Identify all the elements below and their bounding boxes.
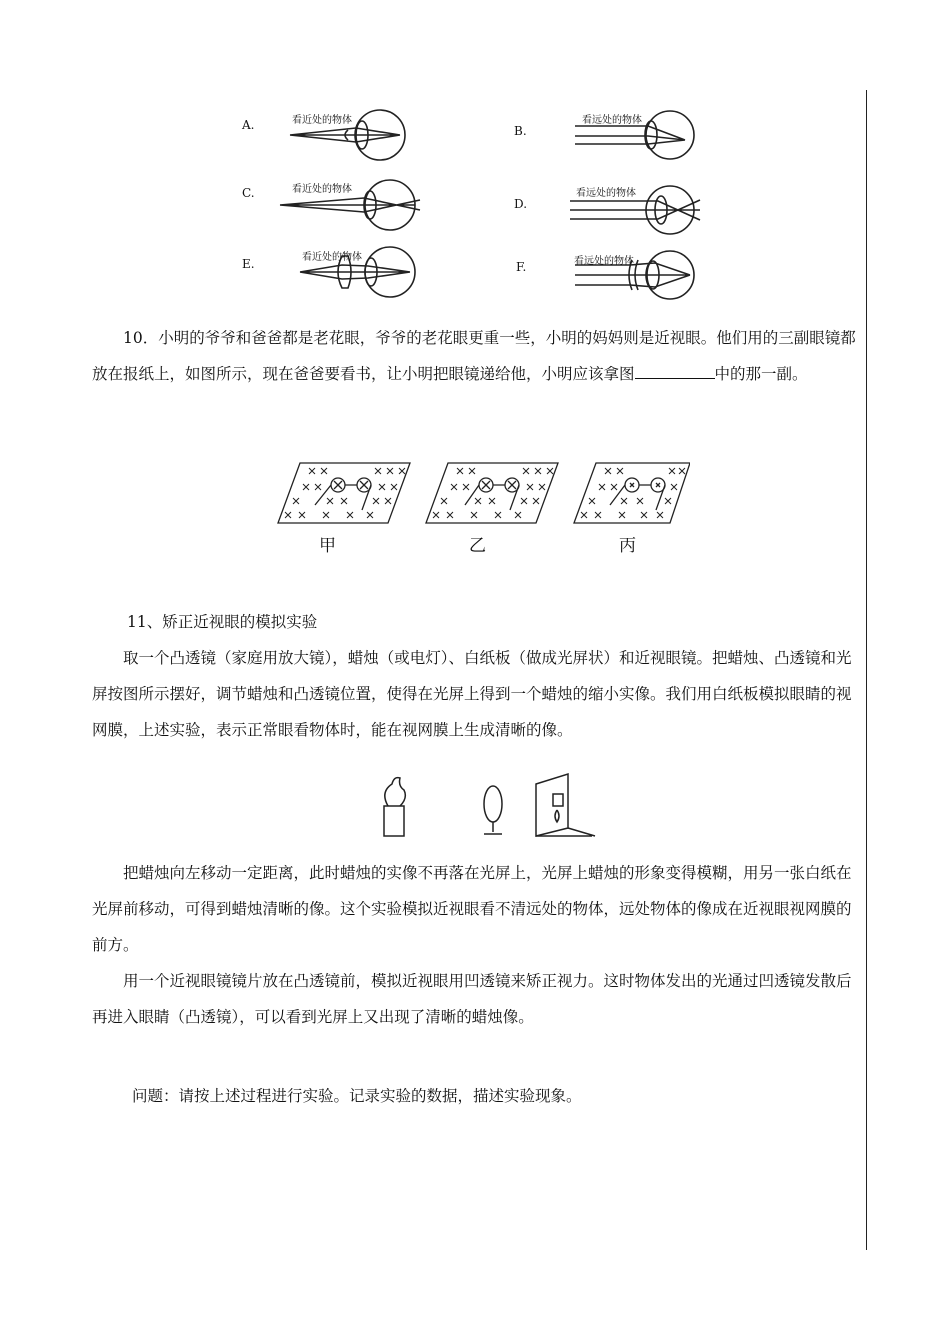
question-10: [92, 320, 862, 392]
question-11-title: 11、矫正近视眼的模拟实验: [127, 613, 318, 631]
option-letter: C.: [242, 186, 255, 200]
figure-label-yi: 乙: [469, 536, 486, 556]
candle-lens-screen-figure: [370, 770, 600, 840]
glasses-panel-yi: [426, 463, 558, 523]
glasses-panel-jia: [278, 463, 410, 523]
option-letter: A.: [242, 118, 255, 132]
option-caption: 看近处的物体: [302, 252, 362, 263]
eye-diagram-figure: [230, 100, 730, 315]
question-11: [92, 604, 862, 748]
question-11-paragraph-3: 用一个近视眼镜镜片放在凸透镜前，模拟近视眼用凹透镜来矫正视力。这时物体发出的光通过凹透镜发散后再进入眼睛（凸透镜），可以看到光屏上又出现了清晰的蜡烛像。: [92, 972, 852, 1026]
candle: [384, 778, 405, 836]
option-caption: 看远处的物体: [582, 115, 642, 126]
option-letter: D.: [514, 197, 528, 211]
question-11-prompt: [92, 1078, 862, 1114]
question-11-question: 问题：请按上述过程进行实验。记录实验的数据，描述实验现象。: [132, 1087, 582, 1105]
question-11-paragraph-2: 把蜡烛向左移动一定距离，此时蜡烛的实像不再落在光屏上，光屏上蜡烛的形象变得模糊，用另一张白纸在光屏前移动，可得到蜡烛清晰的像。这个实验模拟近视眼看不清远处的物体，远处物体的像成在近视眼视网膜的前方。: [92, 864, 852, 954]
question-10-text-end: 中的那一副。: [714, 365, 808, 383]
glasses-on-newspaper-figure: [270, 455, 690, 535]
light-screen: [536, 774, 595, 836]
option-caption: 看近处的物体: [292, 115, 352, 126]
option-caption: 看近处的物体: [292, 184, 352, 195]
question-11-paragraph-1: 取一个凸透镜（家庭用放大镜），蜡烛（或电灯）、白纸板（做成光屏状）和近视眼镜。把蜡烛、凸透镜和光屏按图所示摆好，调节蜡烛和凸透镜位置，使得在光屏上得到一个蜡烛的缩小实像。我们用白纸板模拟眼睛的视网膜，上述实验，表示正常眼看物体时，能在视网膜上生成清晰的像。: [92, 649, 852, 739]
convex-lens: [484, 786, 502, 834]
figure-label-jia: 甲: [319, 536, 336, 556]
right-margin-rule: [866, 90, 867, 1250]
question-10-text: 10．小明的爷爷和爸爸都是老花眼，爷爷的老花眼更重一些，小明的妈妈则是近视眼。他们用的三副眼镜都放在报纸上，如图所示，现在爸爸要看书，让小明把眼镜递给他，小明应该拿图: [92, 329, 856, 383]
answer-blank: [635, 364, 715, 379]
figure-label-bing: 丙: [619, 536, 636, 556]
option-letter: B.: [514, 124, 527, 138]
option-letter: E.: [242, 257, 255, 271]
option-letter: F.: [516, 260, 527, 274]
option-caption: 看远处的物体: [574, 256, 634, 267]
question-11-continued: [92, 855, 862, 1035]
option-caption: 看远处的物体: [576, 188, 636, 199]
